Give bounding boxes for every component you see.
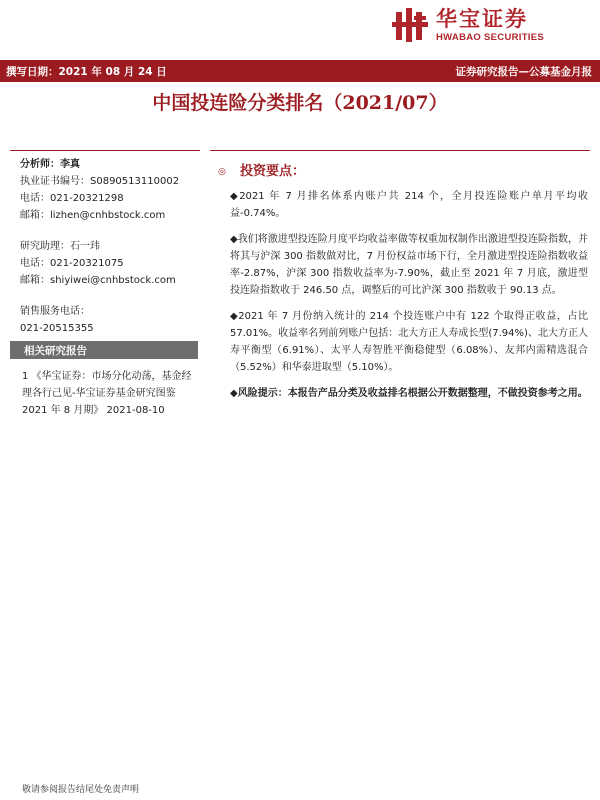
assistant-email: 邮箱：shiyiwei@cnhbstock.com [20,275,176,286]
related-reports-header [10,341,198,359]
logo-english: HWABAO SECURITIES [436,32,545,43]
huabao-logo-icon [392,6,430,44]
risk-warning: ◆风险提示：本报告产品分类及收益排名根据公开数据整理，不做投资参考之用。 [230,388,588,399]
key-points-label: 投资要点： [240,164,306,179]
report-date: 撰写日期：2021 年 08 月 24 日 [6,66,167,78]
related-reports-title: 相关研究报告 [24,345,87,357]
related-report-item: 1 《华宝证券：市场分化动荡，基金经理各行己见-华宝证券基金研究图鉴 2021 年 8 月期》 2021-08-10 [22,371,192,416]
analyst-sidebar [20,156,200,337]
analyst-email: 邮箱：lizhen@cnhbstock.com [20,210,166,221]
key-point-1: ◆2021 年 7 月排名体系内账户共 214 个，全月投连险账户单月平均收益-0.74%。 [230,191,588,219]
key-points-heading [218,160,305,179]
sales-phone: 021-20515355 [20,323,94,334]
analyst-license: 执业证书编号：S0890513110002 [20,176,180,187]
analyst-name: 分析师：李真 [20,159,80,170]
title-divider-right [210,150,590,151]
key-points-body [230,188,588,411]
analyst-phone: 电话：021-20321298 [20,193,124,204]
header-bar [0,60,600,82]
disclaimer-footer: 敬请参阅报告结尾处免责声明 [22,785,140,795]
report-type: 证券研究报告—公募基金月报 [455,66,592,78]
title-divider-left [10,150,200,151]
sales-label: 销售服务电话： [20,306,90,317]
key-point-3: ◆2021 年 7 月份纳入统计的 214 个投连账户中有 122 个取得正收益，占比 57.01%。收益率名列前列账户包括：北大方正人寿成长型(7.94%)、北大方正人寿平衡型（6.91%）、太平人寿智胜平衡稳健型（6.08%）、友邦内需精选混合（5.52%）和华泰进取型（5.10%）。 [230,311,588,373]
assistant-phone: 电话：021-20321075 [20,258,124,269]
key-point-2: ◆我们将激进型投连险月度平均收益率做等权重加权制作出激进型投连险指数，并将其与沪深 300 指数做对比，7 月份权益市场下行，全月激进型投连险指数收益率-2.87%，沪深 300 指数收益率为-7.90%，截止至 2021 年 7 月底，激进型投连险指数收于 246.50 点，调整后的可比沪深 300 指数收于 90.13 点。 [230,234,588,296]
page-title: 中国投连险分类排名（2021/07） [152,92,448,114]
target-bullet-icon: ◎ [218,166,226,177]
company-logo [392,6,592,46]
assistant-name: 研究助理：石一玮 [20,241,100,252]
logo-chinese: 华宝证券 [436,7,528,31]
